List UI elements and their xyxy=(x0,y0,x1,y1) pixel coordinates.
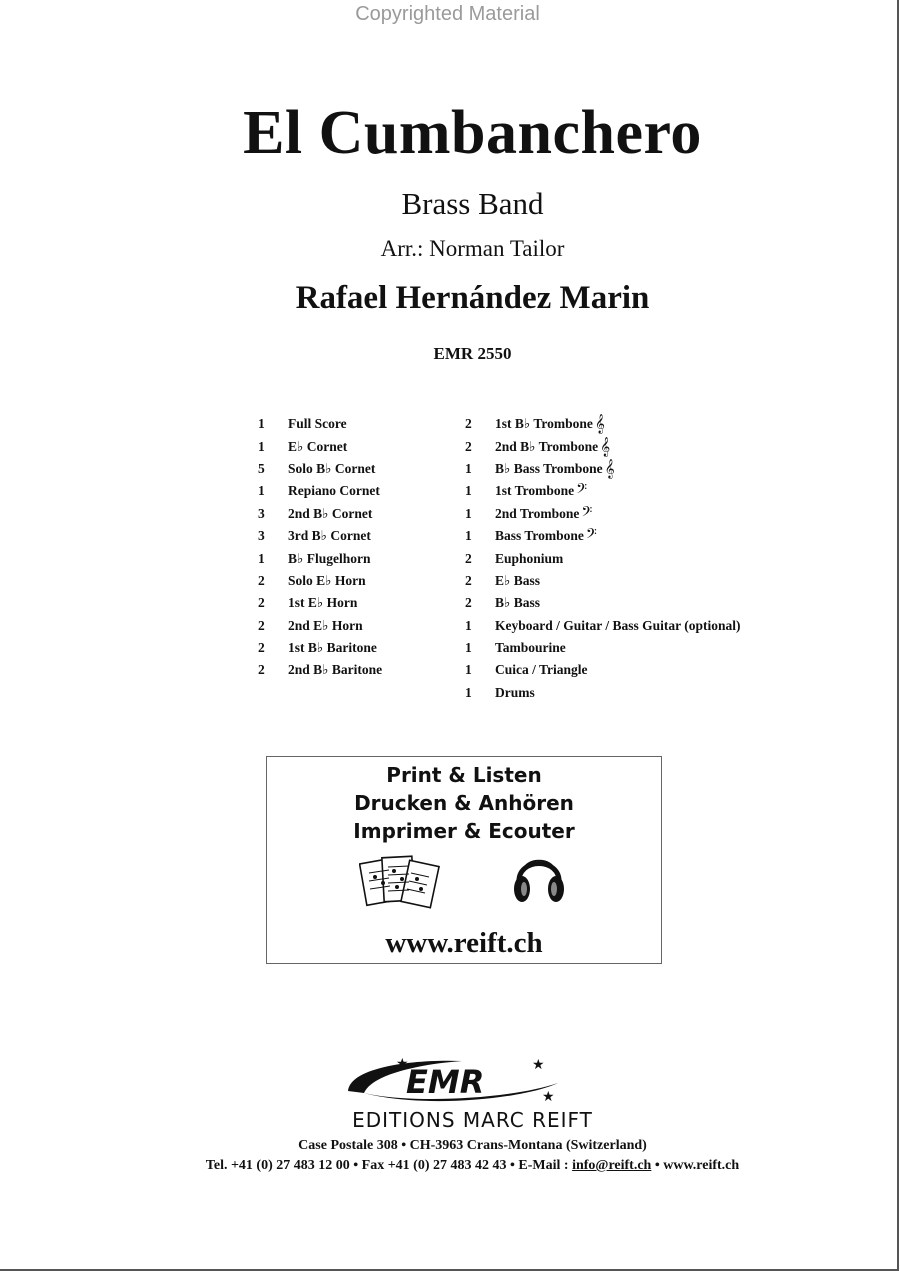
publisher-name: EDITIONS MARC REIFT xyxy=(352,1108,593,1132)
part-name: B♭ Flugelhorn xyxy=(288,550,371,566)
part-quantity: 2 xyxy=(465,550,472,566)
composer-name: Rafael Hernández Marin xyxy=(295,280,650,316)
clef-icon: 𝄞 xyxy=(600,436,611,456)
part-row xyxy=(258,570,382,592)
parts-list-right xyxy=(465,413,741,704)
part-name: Solo B♭ Cornet xyxy=(288,460,376,476)
promo-line-2: Drucken & Anhören xyxy=(354,791,574,815)
clef-icon: 𝄢 xyxy=(581,503,593,523)
part-row xyxy=(465,682,741,704)
contact-website: • www.reift.ch xyxy=(651,1158,740,1173)
part-row xyxy=(258,592,382,614)
contact-phone-fax: Tel. +41 (0) 27 483 12 00 • Fax +41 (0) 27 483 42 43 • E-Mail : xyxy=(205,1158,573,1173)
emr-logo xyxy=(344,1053,566,1111)
part-row xyxy=(465,525,741,547)
parts-list-left xyxy=(258,413,382,682)
arranger-credit: Arr.: Norman Tailor xyxy=(380,236,565,261)
watermark: Copyrighted Material xyxy=(355,3,540,25)
svg-text:★: ★ xyxy=(396,1056,409,1072)
part-quantity: 1 xyxy=(258,416,265,432)
part-row xyxy=(465,547,741,569)
clef-icon: 𝄞 xyxy=(594,414,605,434)
part-name: Bass Trombone xyxy=(495,528,584,544)
part-quantity: 1 xyxy=(465,528,472,544)
ensemble-subtitle: Brass Band xyxy=(401,186,544,221)
part-quantity: 2 xyxy=(258,572,265,588)
part-name: 2nd Trombone xyxy=(495,505,580,521)
clef-icon: 𝄢 xyxy=(576,481,588,501)
clef-icon: 𝄢 xyxy=(585,526,597,546)
part-quantity: 1 xyxy=(465,505,472,521)
promo-line-3: Imprimer & Ecouter xyxy=(353,819,575,843)
logo-text: EMR xyxy=(406,1063,485,1101)
part-name: 1st B♭ Trombone xyxy=(495,416,593,432)
part-row xyxy=(465,570,741,592)
part-quantity: 2 xyxy=(465,572,472,588)
part-name: Repiano Cornet xyxy=(288,483,380,499)
part-quantity: 3 xyxy=(258,528,265,544)
part-quantity: 2 xyxy=(258,640,265,656)
part-name: Euphonium xyxy=(495,550,564,566)
part-name: Solo E♭ Horn xyxy=(288,572,366,588)
part-quantity: 1 xyxy=(465,684,472,700)
part-quantity: 1 xyxy=(258,483,265,499)
part-name: 1st E♭ Horn xyxy=(288,595,358,611)
part-row xyxy=(465,592,741,614)
part-quantity: 1 xyxy=(258,550,265,566)
part-row xyxy=(258,413,382,435)
part-row xyxy=(258,659,382,681)
part-quantity: 1 xyxy=(258,438,265,454)
part-quantity: 2 xyxy=(465,438,472,454)
part-row xyxy=(258,615,382,637)
part-row xyxy=(258,480,382,502)
part-row xyxy=(465,413,741,435)
part-name: B♭ Bass Trombone xyxy=(495,460,603,476)
part-name: Cuica / Triangle xyxy=(495,662,588,678)
part-name: E♭ Bass xyxy=(495,572,541,588)
part-row xyxy=(465,435,741,457)
part-name: Drums xyxy=(495,684,535,700)
part-row xyxy=(258,637,382,659)
page-title: El Cumbanchero xyxy=(243,99,702,167)
part-name: 3rd B♭ Cornet xyxy=(288,528,371,544)
sheet-music-icon xyxy=(359,851,445,911)
promo-line-1: Print & Listen xyxy=(386,763,542,787)
promo-website[interactable]: www.reift.ch xyxy=(385,927,543,959)
part-name: Full Score xyxy=(288,416,347,432)
part-quantity: 1 xyxy=(465,617,472,633)
part-quantity: 2 xyxy=(258,595,265,611)
part-name: Tambourine xyxy=(495,640,566,656)
part-row xyxy=(465,480,741,502)
part-name: 1st Trombone xyxy=(495,483,575,499)
part-row xyxy=(258,458,382,480)
part-name: 2nd E♭ Horn xyxy=(288,617,363,633)
part-name: 2nd B♭ Cornet xyxy=(288,505,373,521)
part-row xyxy=(465,458,741,480)
part-quantity: 2 xyxy=(465,595,472,611)
part-quantity: 2 xyxy=(258,662,265,678)
headphones-icon xyxy=(511,847,567,909)
part-quantity: 1 xyxy=(465,640,472,656)
part-row xyxy=(258,435,382,457)
part-name: Keyboard / Guitar / Bass Guitar (optional) xyxy=(495,617,741,633)
part-row xyxy=(258,525,382,547)
part-name: 2nd B♭ Baritone xyxy=(288,662,383,678)
part-row xyxy=(465,503,741,525)
part-quantity: 2 xyxy=(465,416,472,432)
part-row xyxy=(258,547,382,569)
part-name: 1st B♭ Baritone xyxy=(288,640,377,656)
publisher-contact xyxy=(0,1158,900,1174)
part-quantity: 1 xyxy=(465,662,472,678)
svg-text:★: ★ xyxy=(532,1057,545,1073)
part-name: 2nd B♭ Trombone xyxy=(495,438,599,454)
part-quantity: 1 xyxy=(465,460,472,476)
part-row xyxy=(465,659,741,681)
part-row xyxy=(465,637,741,659)
part-name: E♭ Cornet xyxy=(288,438,348,454)
part-name: B♭ Bass xyxy=(495,595,541,611)
part-quantity: 3 xyxy=(258,505,265,521)
svg-text:★: ★ xyxy=(542,1089,555,1105)
part-row xyxy=(258,503,382,525)
publisher-address: Case Postale 308 • CH-3963 Crans-Montana (Switzerland) xyxy=(298,1138,647,1153)
part-quantity: 1 xyxy=(465,483,472,499)
part-quantity: 5 xyxy=(258,460,265,476)
contact-email-link[interactable]: info@reift.ch xyxy=(572,1158,652,1173)
catalog-number: EMR 2550 xyxy=(433,344,512,363)
part-quantity: 2 xyxy=(258,617,265,633)
part-row xyxy=(465,615,741,637)
print-listen-box xyxy=(266,756,662,964)
clef-icon: 𝄞 xyxy=(604,458,615,478)
